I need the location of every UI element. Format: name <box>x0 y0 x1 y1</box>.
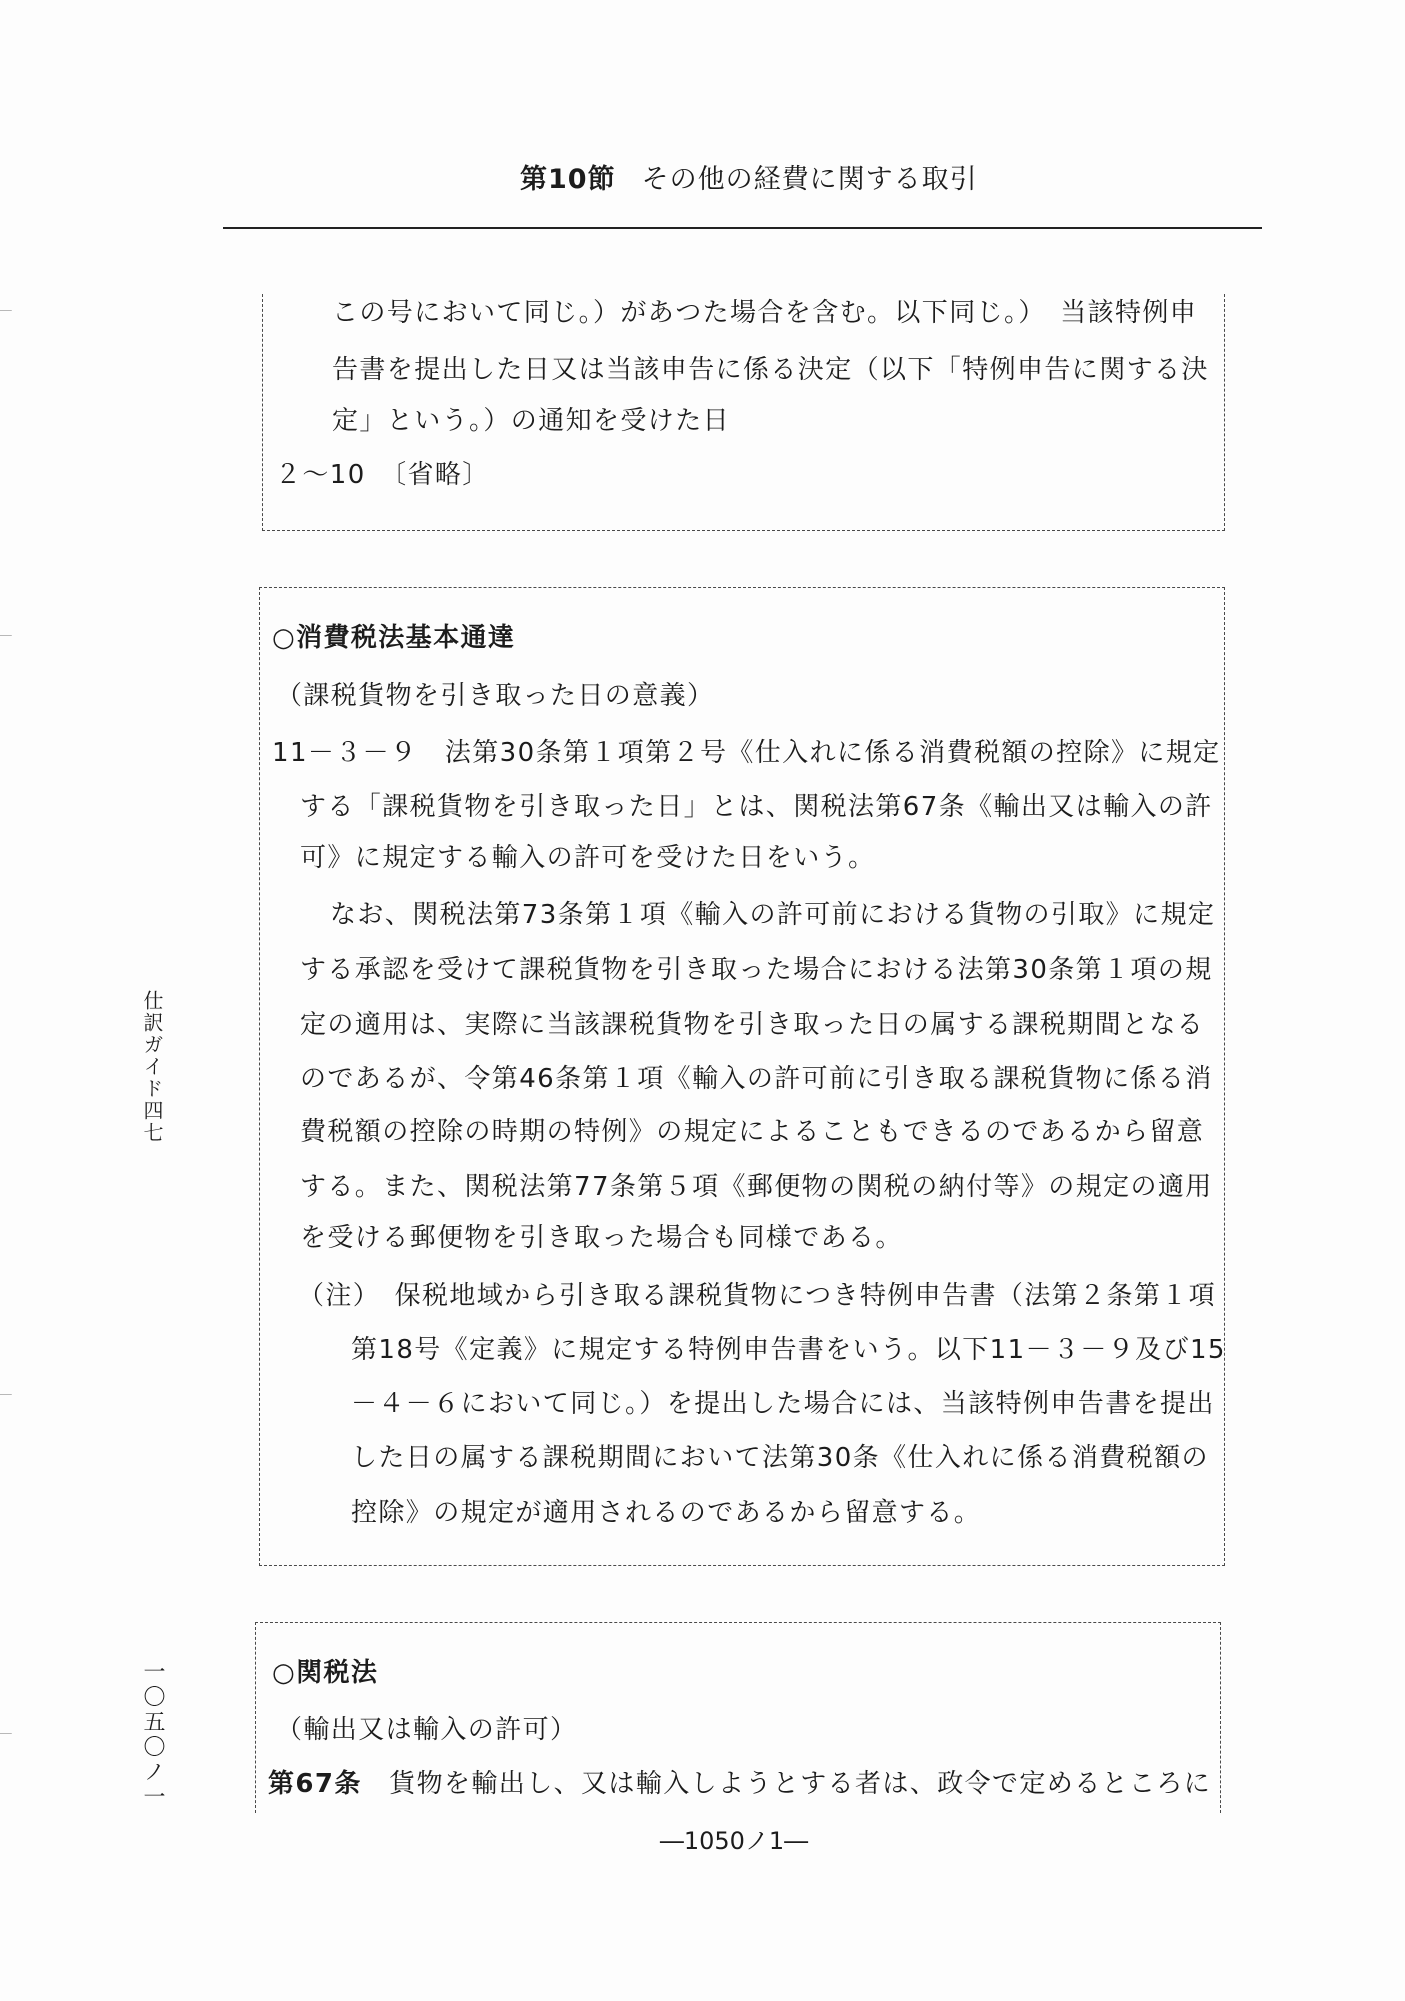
text-line: 11－３－９ 法第30条第１項第２号《仕入れに係る消費税額の控除》に規定 <box>272 738 1221 768</box>
note-line: 第18号《定義》に規定する特例申告書をいう。以下11－３－９及び15 <box>351 1335 1226 1365</box>
note-line: －４－６において同じ。）を提出した場合には、当該特例申告書を提出 <box>351 1389 1215 1419</box>
text-line: 告書を提出した日又は当該申告に係る決定（以下「特例申告に関する決 <box>332 355 1209 385</box>
side-guide-label: 仕訳ガイド四七 <box>140 990 164 1144</box>
page-number: ―1050ノ1― <box>659 1827 809 1855</box>
side-page-number: 一〇五〇ノ一 <box>140 1660 165 1810</box>
block-heading: ○消費税法基本通達 <box>272 623 516 653</box>
text-line: のであるが、令第46条第１項《輸入の許可前に引き取る課税貨物に係る消 <box>300 1064 1213 1094</box>
section-title: その他の経費に関する取引 <box>641 164 978 195</box>
scan-mark <box>0 1733 12 1734</box>
scan-mark <box>0 635 12 636</box>
block-heading: ○関税法 <box>272 1658 379 1688</box>
header-rule <box>223 227 1262 229</box>
scan-mark <box>0 310 12 311</box>
section-number: 第10節 <box>520 164 616 195</box>
text-line: する。また、関税法第77条第５項《郵便物の関税の納付等》の規定の適用 <box>300 1172 1213 1202</box>
text-line: この号において同じ。）があつた場合を含む。以下同じ。） 当該特例申 <box>332 298 1198 328</box>
block-caption: （輸出又は輸入の許可） <box>276 1715 578 1745</box>
text-line: 定の適用は、実際に当該課税貨物を引き取った日の属する課税期間となる <box>300 1010 1205 1040</box>
note-line: （注） 保税地域から引き取る課税貨物につき特例申告書（法第２条第１項 <box>298 1281 1217 1311</box>
text-line: する「課税貨物を引き取った日」とは、関税法第67条《輸出又は輸入の許 <box>300 792 1213 822</box>
article-text: 貨物を輸出し、又は輸入しようとする者は、政令で定めるところに <box>389 1769 1212 1799</box>
scan-mark <box>0 1394 12 1395</box>
text-line: 費税額の控除の時期の特例》の規定によることもできるのであるから留意 <box>300 1117 1205 1147</box>
text-line: 可》に規定する輸入の許可を受けた日をいう。 <box>300 843 876 873</box>
text-line: する承認を受けて課税貨物を引き取った場合における法第30条第１項の規 <box>300 955 1213 985</box>
article-label: 第67条 <box>268 1769 362 1799</box>
note-line: した日の属する課税期間において法第30条《仕入れに係る消費税額の <box>351 1443 1209 1473</box>
text-line: を受ける郵便物を引き取った場合も同様である。 <box>300 1223 903 1253</box>
page-header <box>520 162 978 198</box>
block-caption: （課税貨物を引き取った日の意義） <box>276 681 715 711</box>
note-line: 控除》の規定が適用されるのであるから留意する。 <box>351 1498 982 1528</box>
text-line: なお、関税法第73条第１項《輸入の許可前における貨物の引取》に規定 <box>330 900 1216 930</box>
text-line: ２～10 〔省略〕 <box>275 460 490 490</box>
article-line <box>268 1768 1211 1800</box>
text-line: 定」という。）の通知を受けた日 <box>332 406 731 436</box>
